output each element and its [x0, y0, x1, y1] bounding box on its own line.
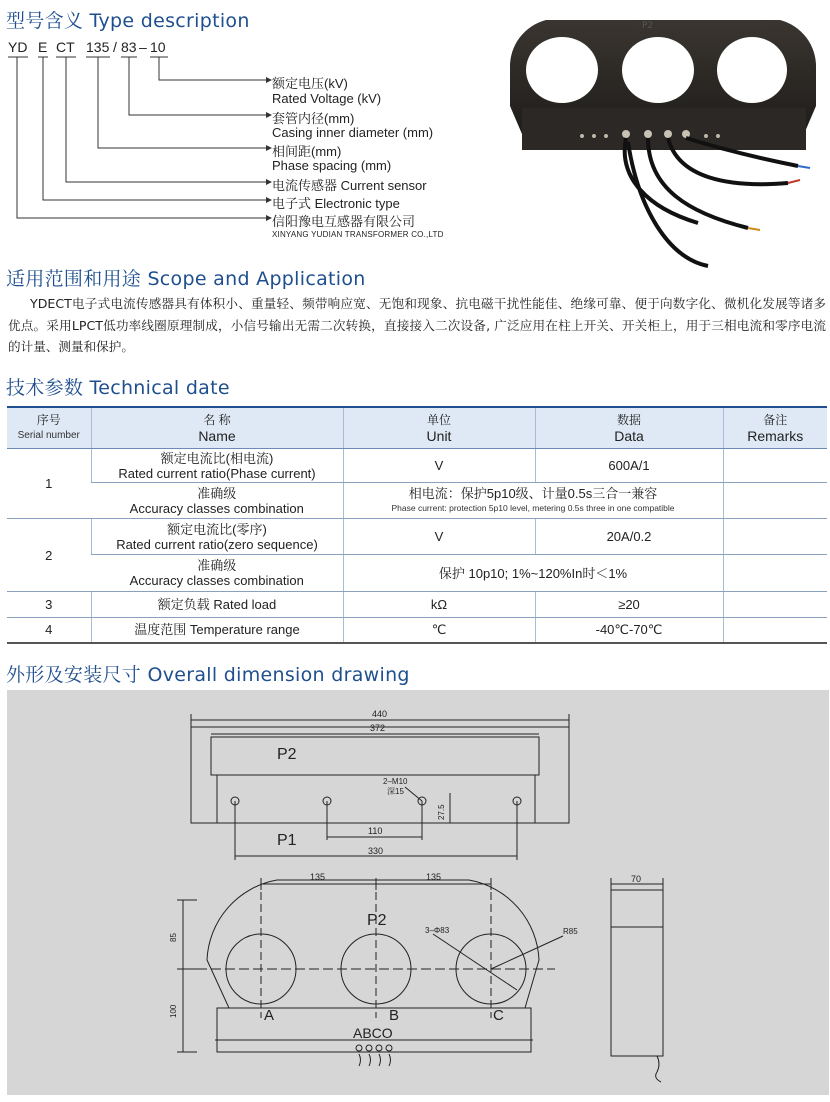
row-name: 准确级 Accuracy classes combination: [91, 483, 343, 519]
scope-paragraph: YDECT电子式电流传感器具有体积小、重量轻、频带响应宽、无饱和现象、抗电磁干扰性能佳、绝缘可靠、便于向数字化、微机化发展等诸多优点。采用LPCT低功率线圈原理制成，小信号输出无需二次转换，直接接入二次设备, 广泛应用在柱上开关、开关柜上，用于三相电流和零序电流的计量、测量和保护。: [8, 296, 826, 354]
code-e: E: [38, 39, 48, 55]
radius-note: R85: [563, 927, 578, 936]
label-phase-spacing-zh: 相间距(mm): [272, 144, 342, 159]
phase-a-label: A: [264, 1007, 275, 1024]
photo-mark: P2: [642, 21, 654, 31]
row-data: 600A/1: [535, 449, 723, 483]
table-row: [7, 519, 827, 555]
row-remarks: [723, 483, 827, 519]
phase-b-label: B: [389, 1007, 400, 1024]
dimension-drawing: [7, 690, 829, 1095]
row-unit: ℃: [343, 618, 535, 643]
row-serial: 2: [7, 519, 91, 592]
row-remarks: [723, 592, 827, 618]
table-row: [7, 592, 827, 618]
table-row: [7, 618, 827, 643]
dim-section-title: 外形及安装尺寸 Overall dimension drawing: [6, 664, 410, 686]
dimension-drawing-svg: [7, 690, 829, 1095]
code-dash: –: [139, 39, 147, 55]
tech-section-title: 技术参数 Technical date: [6, 377, 230, 399]
dim-330: 330: [368, 846, 384, 856]
label-rated-voltage-zh: 额定电压(kV): [272, 76, 348, 91]
row-remarks: [723, 519, 827, 555]
type-leader-lines: [0, 0, 480, 240]
row-data: ≥20: [535, 592, 723, 618]
row-name: 额定电流比(相电流) Rated current ratio(Phase current): [91, 449, 343, 483]
label-casing-zh: 套管内径(mm): [272, 111, 355, 126]
scope-section-title: 适用范围和用途 Scope and Application: [6, 268, 366, 290]
code-voltage: 10: [150, 39, 166, 55]
label-company-zh: 信阳豫电互感器有限公司: [272, 214, 416, 229]
label-phase-spacing-en: Phase spacing (mm): [272, 158, 392, 173]
code-slash: /: [113, 39, 117, 55]
dim-110: 110: [368, 826, 383, 836]
label-casing-en: Casing inner diameter (mm): [272, 125, 434, 140]
row-remarks: [723, 555, 827, 592]
dim-440: 440: [372, 709, 388, 719]
spec-header-row: [7, 407, 827, 449]
header-remarks: 备注 Remarks: [723, 407, 827, 449]
row-serial: 4: [7, 618, 91, 643]
row-name: 额定负载 Rated load: [91, 592, 343, 618]
row-name: 额定电流比(零序) Rated current ratio(zero sequence): [91, 519, 343, 555]
dim-70: 70: [631, 874, 642, 884]
table-row: [7, 483, 827, 519]
spec-table: [7, 406, 827, 644]
row-name: 温度范围 Temperature range: [91, 618, 343, 643]
table-row: [7, 555, 827, 592]
header-data: 数据 Data: [535, 407, 723, 449]
row-unit: kΩ: [343, 592, 535, 618]
dim-372: 372: [370, 723, 386, 733]
row-remarks: [723, 618, 827, 643]
label-company-en: XINYANG YUDIAN TRANSFORMER CO.,LTD: [272, 230, 444, 239]
label-p2-top: P2: [277, 746, 297, 763]
label-p2-front: P2: [367, 912, 387, 929]
hole-note-thread: 2–M10: [383, 777, 408, 786]
dim-135-left: 135: [310, 872, 326, 882]
row-data: -40℃-70℃: [535, 618, 723, 643]
dim-135-right: 135: [426, 872, 442, 882]
row-serial: 1: [7, 449, 91, 519]
code-ct: CT: [56, 39, 75, 55]
row-data: 20A/0.2: [535, 519, 723, 555]
label-electronic-type: 电子式 Electronic type: [272, 196, 400, 211]
product-photo: [498, 8, 828, 270]
header-name: 名 称 Name: [91, 407, 343, 449]
code-spacing: 135: [86, 39, 110, 55]
row-name: 准确级 Accuracy classes combination: [91, 555, 343, 592]
code-yd: YD: [8, 39, 28, 55]
label-rated-voltage-en: Rated Voltage (kV): [272, 91, 382, 106]
row-data: 保护 10p10; 1%~120%In时＜1%: [343, 555, 723, 592]
row-serial: 3: [7, 592, 91, 618]
hole-note-diameter: 3–Φ83: [425, 926, 450, 935]
hole-note-depth: 深15: [387, 787, 404, 796]
label-current-sensor: 电流传感器 Current sensor: [272, 178, 427, 193]
code-diameter: 83: [121, 39, 137, 55]
header-unit: 单位 Unit: [343, 407, 535, 449]
phase-c-label: C: [493, 1007, 504, 1024]
dim-100: 100: [169, 1004, 178, 1018]
dim-27-5: 27.5: [437, 804, 446, 820]
row-unit: V: [343, 519, 535, 555]
row-unit: V: [343, 449, 535, 483]
row-remarks: [723, 449, 827, 483]
label-p1: P1: [277, 832, 297, 849]
dim-85: 85: [169, 933, 178, 942]
table-row: [7, 449, 827, 483]
terminal-label: ABCO: [353, 1025, 393, 1041]
type-section-title: 型号含义 Type description: [6, 10, 250, 32]
header-serial: 序号 Serial number: [7, 407, 91, 449]
row-data: 相电流：保护5p10级、计量0.5s三合一兼容 Phase current: protection 5p10 level, metering 0.5s three in one compatible: [343, 483, 723, 519]
